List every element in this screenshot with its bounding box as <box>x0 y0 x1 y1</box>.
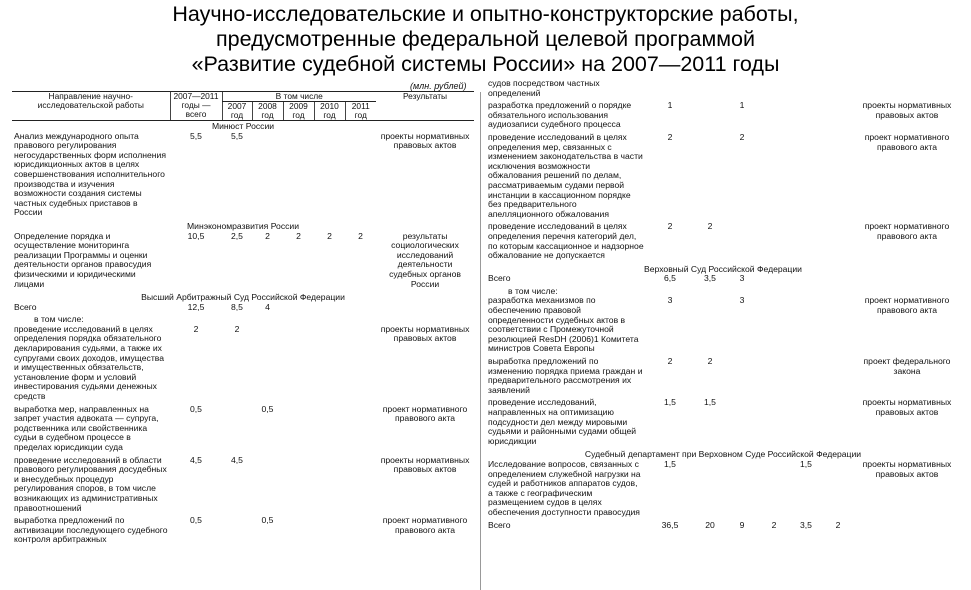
row-result: проекты нормативных правовых актов <box>862 459 952 479</box>
row-description: Определение порядка и осуществление мониторинга реализации Программы и оценки деятельности органов правосудия физическими и юридическими лицами <box>14 231 152 289</box>
cell-year-2010 <box>790 222 822 263</box>
table-row <box>12 303 474 316</box>
cell-year-2007 <box>222 516 252 548</box>
table-row <box>12 456 474 517</box>
table-row <box>12 516 474 548</box>
section-row <box>12 221 474 232</box>
row-description: разработка механизмов по обеспечению правовой определенности судебных актов в соответствии с Промежуточной резолюцией ResDH (2006)1 Комитета министров Совета Европы <box>488 296 639 354</box>
cell-year-2011 <box>822 398 854 449</box>
cell-year-2009: 2 <box>296 231 301 241</box>
table-row <box>486 133 960 222</box>
cell-year-2010 <box>790 296 822 357</box>
cell-year-2007: 2 <box>234 324 240 334</box>
row-result: проекты нормативных правовых актов <box>380 131 470 151</box>
row-description: разработка предложений о порядке обязательного использования аудиозаписи судебного процесса <box>488 101 632 130</box>
section-title: Минэкономразвития России <box>186 220 300 231</box>
row-result: проекты нормативных правовых актов <box>380 455 470 475</box>
section-row <box>486 449 960 460</box>
row-result <box>854 274 960 287</box>
cell-year-2010 <box>790 133 822 222</box>
subheading-text: в том числе: <box>508 286 558 296</box>
cell-year-2010: 3,5 <box>800 520 812 530</box>
cell-year-2009 <box>758 133 790 222</box>
cell-year-2009 <box>758 357 790 398</box>
cell-total <box>646 79 694 101</box>
cell-total: 0,5 <box>190 404 202 414</box>
cell-year-2010 <box>790 101 822 133</box>
cell-total: 2 <box>667 222 673 232</box>
cell-total: 1 <box>667 101 673 111</box>
section-row <box>12 292 474 303</box>
header-year-2007: 2007 год <box>222 102 252 121</box>
cell-year-2007 <box>222 405 252 456</box>
cell-total: 5,5 <box>190 131 202 141</box>
cell-year-2008: 3 <box>739 296 745 306</box>
cell-year-2009: 2 <box>771 520 777 530</box>
table-row <box>12 232 474 293</box>
cell-year-2008: 1 <box>739 101 745 111</box>
left-table-body <box>12 121 474 548</box>
cell-year-2010 <box>790 357 822 398</box>
cell-year-2011 <box>822 296 854 357</box>
cell-year-2011 <box>822 357 854 398</box>
row-result: результаты социологических исследований деятельности судебных органов России <box>389 231 461 289</box>
right-table-body <box>486 79 960 533</box>
row-description: проведение исследований, направленных на оптимизацию подсудности дел между мировыми судьями и районными судами общей юрисдикции <box>488 398 637 446</box>
cell-year-2008: 2 <box>739 132 745 142</box>
row-result: проекты нормативных правовых актов <box>380 324 470 344</box>
header-total: 2007—2011 годы — всего <box>170 92 222 121</box>
table-row <box>486 398 960 449</box>
title-line-2: предусмотренные федеральной целевой программой <box>216 27 755 51</box>
cell-year-2009 <box>283 516 314 548</box>
cell-year-2007: 20 <box>705 520 715 530</box>
cell-year-2009 <box>758 274 790 287</box>
right-column <box>486 79 960 533</box>
cell-year-2011 <box>822 101 854 133</box>
cell-year-2008 <box>252 456 283 517</box>
cell-total: 3 <box>667 296 673 306</box>
cell-year-2008: 9 <box>739 520 745 530</box>
cell-year-2011 <box>345 516 376 548</box>
cell-year-2009 <box>758 398 790 449</box>
table-row <box>486 222 960 263</box>
cell-total: 6,5 <box>664 274 676 284</box>
cell-year-2007: 1,5 <box>704 398 716 408</box>
row-description: выработка предложений по активизации последующего судебного контроля арбитражных <box>14 516 168 545</box>
cell-year-2007: 2 <box>707 222 713 232</box>
cell-year-2009 <box>758 101 790 133</box>
row-description: проведение исследований в целях определения порядка обязательного декларирования судьями, а также их супругами своих доходов, имущества и имущественных обязательств, установление форм и условий инвестирования судьями денежных средств <box>14 324 165 402</box>
cell-year-2007: 2 <box>707 357 713 367</box>
cell-year-2011 <box>822 274 854 287</box>
page-title <box>0 2 971 77</box>
row-description: Всего <box>488 520 511 530</box>
cell-year-2010 <box>790 398 822 449</box>
header-year-2010: 2010 год <box>314 102 345 121</box>
header-results: Результаты <box>376 92 474 121</box>
header-direction: Направление научно-исследовательской работы <box>12 92 170 121</box>
cell-year-2008 <box>726 460 758 521</box>
cell-year-2009 <box>758 460 790 521</box>
cell-year-2010: 2 <box>327 231 332 241</box>
cell-year-2011 <box>822 79 854 101</box>
cell-year-2011: 2 <box>835 520 841 530</box>
row-description: проведение исследований в области правового регулирования досудебных и внесудебных процедур регулирования споров, в том числе возникающих из административных правоотношений <box>14 455 167 513</box>
cell-year-2009 <box>283 405 314 456</box>
cell-year-2007 <box>694 296 726 357</box>
cell-total: 12,5 <box>187 302 205 312</box>
cell-total: 0,5 <box>190 516 202 526</box>
cell-year-2008 <box>726 357 758 398</box>
row-result: проект нормативного правового акта <box>864 132 950 152</box>
cell-year-2010 <box>314 325 345 405</box>
cell-year-2008: 0,5 <box>261 516 274 526</box>
table-row <box>486 521 960 534</box>
cell-total: 2 <box>667 357 673 367</box>
cell-year-2011 <box>345 132 376 221</box>
table-row <box>12 132 474 221</box>
cell-year-2007: 2,5 <box>231 231 243 241</box>
row-result: проект нормативного правового акта <box>382 516 468 535</box>
cell-year-2008: 4 <box>265 302 270 312</box>
cell-total: 36,5 <box>661 520 679 530</box>
cell-year-2007: 8,5 <box>231 302 243 312</box>
subheading-text: в том числе: <box>34 315 84 325</box>
row-result <box>376 303 474 316</box>
cell-total: 2 <box>667 132 673 142</box>
cell-year-2008: 0,5 <box>261 404 274 414</box>
cell-year-2007 <box>694 460 726 521</box>
cell-year-2009 <box>283 325 314 405</box>
row-result <box>854 521 960 534</box>
cell-year-2009 <box>758 79 790 101</box>
cell-total: 1,5 <box>664 398 676 408</box>
cell-year-2011 <box>345 405 376 456</box>
subheading-row <box>486 287 960 297</box>
cell-year-2010 <box>314 516 345 548</box>
row-description: Всего <box>14 302 37 312</box>
header-year-2011: 2011 год <box>345 102 376 121</box>
cell-year-2008: 2 <box>265 231 270 241</box>
cell-year-2010 <box>790 79 822 101</box>
cell-year-2010 <box>790 274 822 287</box>
header-in-that: В том числе <box>222 92 376 102</box>
units-note: (млн. рублей) <box>410 81 467 91</box>
row-description: выработка предложений по изменению порядка приема граждан и предварительного рассмотрения их заявлений <box>488 357 643 395</box>
cell-year-2009 <box>758 296 790 357</box>
row-result: проект нормативного правового акта <box>382 404 468 424</box>
header-year-2009: 2009 год <box>283 102 314 121</box>
cell-total: 2 <box>193 324 199 334</box>
cell-year-2010: 1,5 <box>800 459 812 469</box>
cell-year-2011: 2 <box>358 231 363 241</box>
table-row <box>486 460 960 521</box>
row-result: проект нормативного правового акта <box>864 222 950 241</box>
row-description: Всего <box>488 274 511 284</box>
cell-year-2010 <box>314 456 345 517</box>
right-table <box>486 79 960 533</box>
section-title: Верховный Суд Российской Федерации <box>644 263 802 274</box>
cell-year-2008: 3 <box>739 274 745 284</box>
row-result: проекты нормативных правовых актов <box>862 398 952 417</box>
cell-year-2011 <box>822 460 854 521</box>
row-result <box>854 79 960 101</box>
title-line-3: «Развитие судебной системы России» на 2007—2011 годы <box>191 52 780 76</box>
title-line-1: Научно-исследовательские и опытно-конструкторские работы, <box>172 2 799 26</box>
cell-year-2010 <box>314 405 345 456</box>
section-row <box>12 121 474 132</box>
cell-year-2008 <box>252 132 283 221</box>
section-title: Судебный департамент при Верховном Суде Российской Федерации <box>584 449 862 460</box>
row-result: проект нормативного правового акта <box>864 296 950 316</box>
section-title: Высший Арбитражный Суд Российской Федерации <box>141 292 345 303</box>
row-result: проекты нормативных правовых актов <box>862 101 952 120</box>
row-description: выработка мер, направленных на запрет участия адвоката — супруга, родственника или свойственника судьи в судебном процессе в пределах юрисдикции суда <box>14 404 159 452</box>
cell-year-2007: 5,5 <box>231 131 243 141</box>
row-description: Анализ международного опыта правового регулирования негосударственных форм исполнения юрисдикционных актов в целях совершенствования исполнительного производства и изучения возможности создания системы частных судебных приставов в России <box>14 131 166 218</box>
table-row <box>486 101 960 133</box>
cell-year-2011 <box>345 456 376 517</box>
table-row <box>486 357 960 398</box>
cell-total: 10,5 <box>187 231 205 241</box>
cell-year-2008 <box>726 222 758 263</box>
table-row <box>12 405 474 456</box>
table-row <box>486 274 960 287</box>
table-row <box>486 79 960 101</box>
section-row <box>486 264 960 275</box>
row-result: проект федерального закона <box>863 357 951 376</box>
cell-year-2009 <box>283 303 314 316</box>
cell-year-2007 <box>694 101 726 133</box>
cell-year-2009 <box>283 456 314 517</box>
cell-year-2011 <box>822 133 854 222</box>
row-description: проведение исследований в целях определения мер, связанных с изменением законодательства в части исключения возможности обжалования решений по делам, рассматриваемым судами первой инстанции в кассационном порядке без предварительного апелляционного обжалования <box>488 132 643 219</box>
cell-total: 1,5 <box>664 459 676 469</box>
section-title: Минюст России <box>211 121 275 131</box>
cell-year-2009 <box>758 222 790 263</box>
table-row <box>486 296 960 357</box>
cell-year-2007 <box>694 79 726 101</box>
cell-year-2010 <box>314 303 345 316</box>
cell-year-2008 <box>252 325 283 405</box>
subheading-row <box>12 315 474 325</box>
cell-year-2009 <box>283 132 314 221</box>
cell-year-2007 <box>694 133 726 222</box>
cell-year-2010 <box>314 132 345 221</box>
row-description: судов посредством частных определений <box>488 79 600 98</box>
row-description: проведение исследований в целях определения перечня категорий дел, по которым кассационное и надзорное обжалование не допускается <box>488 222 644 261</box>
cell-total: 4,5 <box>190 455 202 465</box>
cell-year-2008 <box>726 398 758 449</box>
cell-year-2007: 4,5 <box>231 455 243 465</box>
cell-year-2011 <box>822 222 854 263</box>
cell-year-2007: 3,5 <box>704 274 716 284</box>
table-row <box>12 325 474 405</box>
cell-year-2011 <box>345 303 376 316</box>
left-column <box>12 91 474 548</box>
cell-year-2011 <box>345 325 376 405</box>
left-table <box>12 91 474 548</box>
header-year-2008: 2008 год <box>252 102 283 121</box>
cell-year-2008 <box>726 79 758 101</box>
column-divider <box>480 92 481 590</box>
row-description: Исследование вопросов, связанных с определением служебной нагрузки на судей и работников аппаратов судов, а также с географическим размещением судов в целях обеспечения доступности правосудия <box>488 459 641 517</box>
